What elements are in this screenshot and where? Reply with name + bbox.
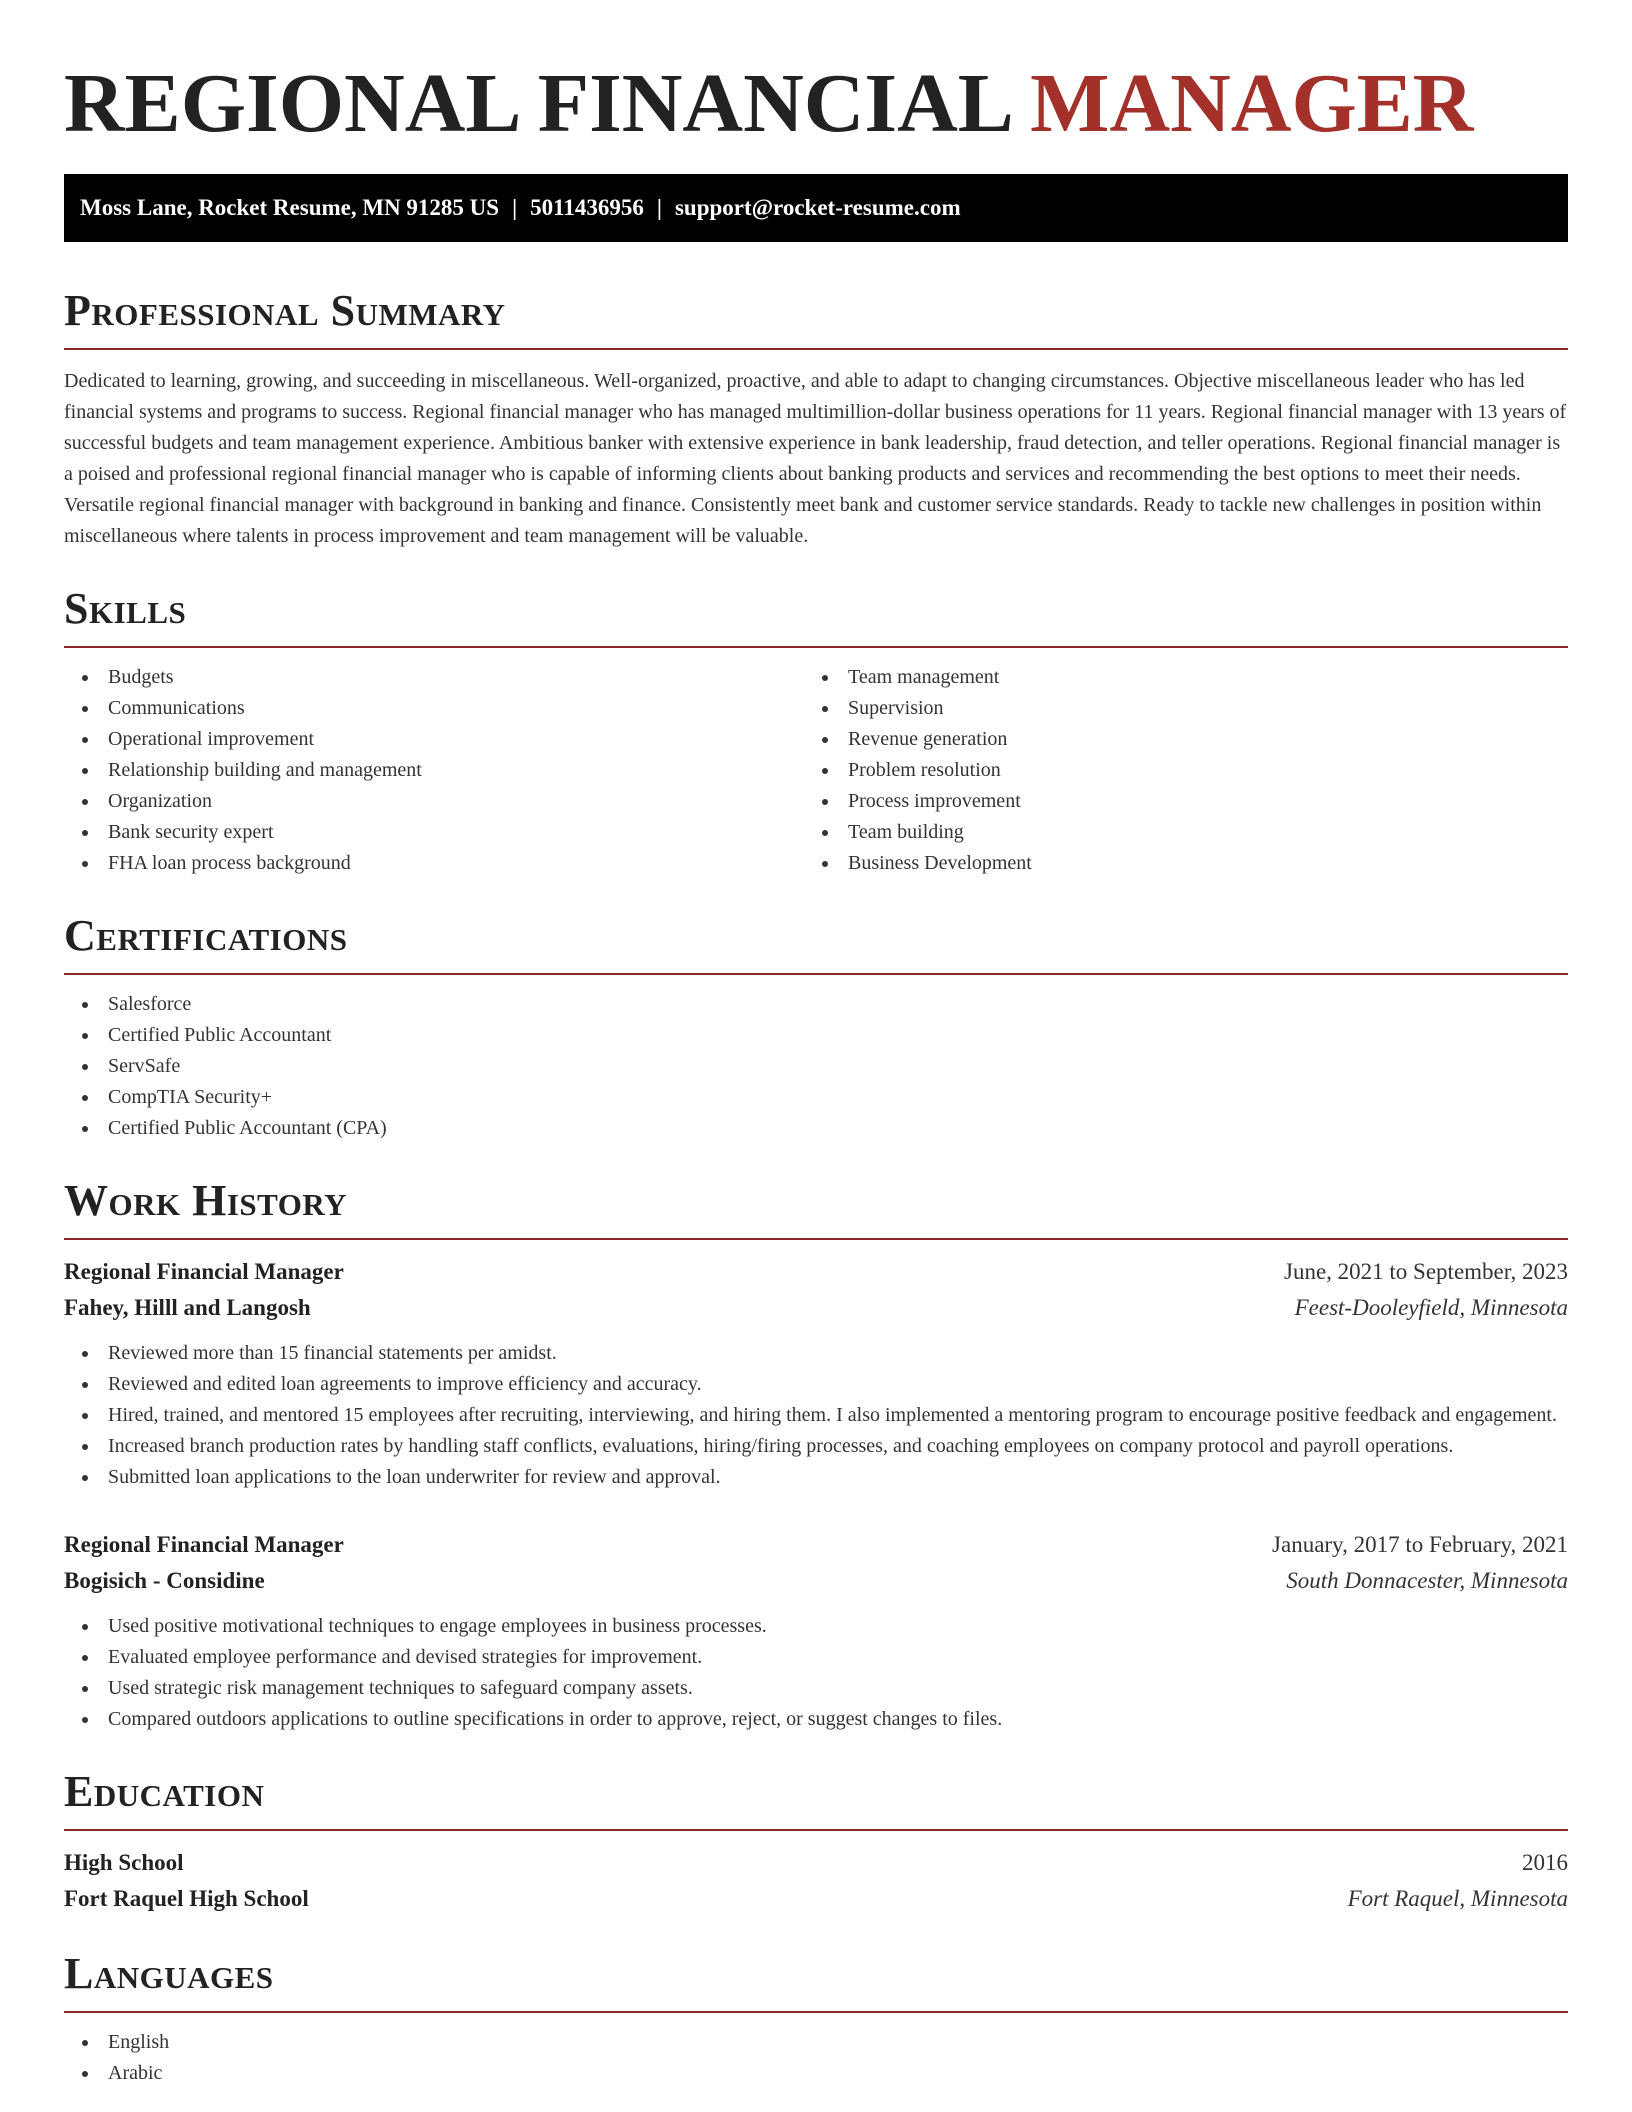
job-bullets	[64, 1338, 1568, 1493]
job-title-row	[64, 1527, 1568, 1563]
job-dates: June, 2021 to September, 2023	[1284, 1259, 1568, 1284]
job-dates: January, 2017 to February, 2021	[1272, 1532, 1568, 1557]
education-entry	[64, 1845, 1568, 1917]
job-company: Fahey, Hilll and Langosh	[64, 1295, 311, 1320]
title-role: REGIONAL FINANCIAL	[64, 57, 1010, 150]
skill-item: Budgets	[64, 662, 804, 693]
job-company: Bogisich - Considine	[64, 1568, 265, 1593]
skill-item: Relationship building and management	[64, 755, 804, 786]
summary-text: Dedicated to learning, growing, and succeeding in miscellaneous. Well-organized, proactive, and able to adapt to changing circumstances. Objective miscellaneous leader who has led financial systems and programs to success. Regional financial manager who has managed multimillion-dollar business operations for 11 years. Regional financial manager with 13 years of successful budgets and team management experience. Ambitious banker with extensive experience in bank leadership, fraud detection, and teller operations. Regional financial manager is a poised and professional regional financial manager who is capable of informing clients about banking products and services and recommending the best options to meet their needs. Versatile regional financial manager with background in banking and finance. Consistently meet bank and customer service standards. Ready to tackle new challenges in position within miscellaneous where talents in process improvement and team management will be valuable.	[64, 370, 1567, 547]
job-bullet: Used positive motivational techniques to engage employees in business processes.	[64, 1611, 1568, 1642]
education-school: Fort Raquel High School	[64, 1886, 309, 1911]
work-history-section	[64, 1174, 1568, 1735]
job-location: South Donnacester, Minnesota	[1286, 1568, 1568, 1593]
job-bullet: Hired, trained, and mentored 15 employees after recruiting, interviewing, and hiring them. I also implemented a mentoring program to encourage positive feedback and engagement.	[64, 1400, 1568, 1431]
certification-item: Salesforce	[64, 989, 1568, 1020]
job-bullets	[64, 1611, 1568, 1735]
skill-item: Business Development	[804, 848, 1544, 879]
contact-separator: |	[656, 195, 662, 220]
skill-item: Organization	[64, 786, 804, 817]
languages-list	[64, 2027, 1568, 2089]
skills-list-right	[804, 662, 1544, 879]
skill-item: Supervision	[804, 693, 1544, 724]
work-history-heading: Work History	[64, 1174, 1568, 1240]
job-entry	[64, 1527, 1568, 1735]
language-item: English	[64, 2027, 1568, 2058]
job-bullet: Submitted loan applications to the loan underwriter for review and approval.	[64, 1462, 1568, 1493]
contact-separator: |	[512, 195, 518, 220]
job-company-row	[64, 1563, 1568, 1599]
skill-item: Team building	[804, 817, 1544, 848]
education-heading: Education	[64, 1765, 1568, 1831]
summary-section	[64, 284, 1568, 552]
certification-item: ServSafe	[64, 1051, 1568, 1082]
contact-phone[interactable]: 5011436956	[530, 195, 644, 220]
skill-item: Team management	[804, 662, 1544, 693]
certifications-list	[64, 989, 1568, 1144]
skill-item: Communications	[64, 693, 804, 724]
education-location: Fort Raquel, Minnesota	[1347, 1886, 1568, 1911]
resume-title	[64, 0, 1568, 154]
language-item: Arabic	[64, 2058, 1568, 2089]
certifications-section	[64, 909, 1568, 1144]
certifications-heading: Certifications	[64, 909, 1568, 975]
contact-address: Moss Lane, Rocket Resume, MN 91285 US	[80, 195, 500, 220]
summary-heading: Professional Summary	[64, 284, 1568, 350]
job-entry	[64, 1254, 1568, 1493]
job-title-row	[64, 1254, 1568, 1290]
education-degree-row	[64, 1845, 1568, 1881]
skill-item: Operational improvement	[64, 724, 804, 755]
education-degree: High School	[64, 1850, 184, 1875]
skills-heading: Skills	[64, 582, 1568, 648]
certification-item: Certified Public Accountant	[64, 1020, 1568, 1051]
skill-item: Problem resolution	[804, 755, 1544, 786]
languages-heading: Languages	[64, 1947, 1568, 2013]
job-bullet: Reviewed and edited loan agreements to improve efficiency and accuracy.	[64, 1369, 1568, 1400]
education-school-row	[64, 1881, 1568, 1917]
job-location: Feest-Dooleyfield, Minnesota	[1294, 1295, 1568, 1320]
job-bullet: Used strategic risk management techniques to safeguard company assets.	[64, 1673, 1568, 1704]
skill-item: FHA loan process background	[64, 848, 804, 879]
skill-item: Revenue generation	[804, 724, 1544, 755]
skills-columns	[64, 662, 1568, 879]
contact-bar	[64, 174, 1568, 242]
skills-section	[64, 582, 1568, 879]
job-bullet: Evaluated employee performance and devised strategies for improvement.	[64, 1642, 1568, 1673]
job-bullet: Reviewed more than 15 financial statements per amidst.	[64, 1338, 1568, 1369]
languages-section	[64, 1947, 1568, 2089]
job-title: Regional Financial Manager	[64, 1259, 344, 1284]
job-bullet: Compared outdoors applications to outline specifications in order to approve, reject, or suggest changes to files.	[64, 1704, 1568, 1735]
skills-list-left	[64, 662, 804, 879]
education-section	[64, 1765, 1568, 1917]
contact-email[interactable]: support@rocket-resume.com	[674, 195, 961, 220]
skill-item: Process improvement	[804, 786, 1544, 817]
job-company-row	[64, 1290, 1568, 1326]
certification-item: CompTIA Security+	[64, 1082, 1568, 1113]
job-title: Regional Financial Manager	[64, 1532, 344, 1557]
title-accent-word: MANAGER	[1030, 57, 1474, 150]
job-bullet: Increased branch production rates by handling staff conflicts, evaluations, hiring/firing processes, and coaching employees on company protocol and payroll operations.	[64, 1431, 1568, 1462]
skill-item: Bank security expert	[64, 817, 804, 848]
education-year: 2016	[1522, 1850, 1568, 1875]
certification-item: Certified Public Accountant (CPA)	[64, 1113, 1568, 1144]
